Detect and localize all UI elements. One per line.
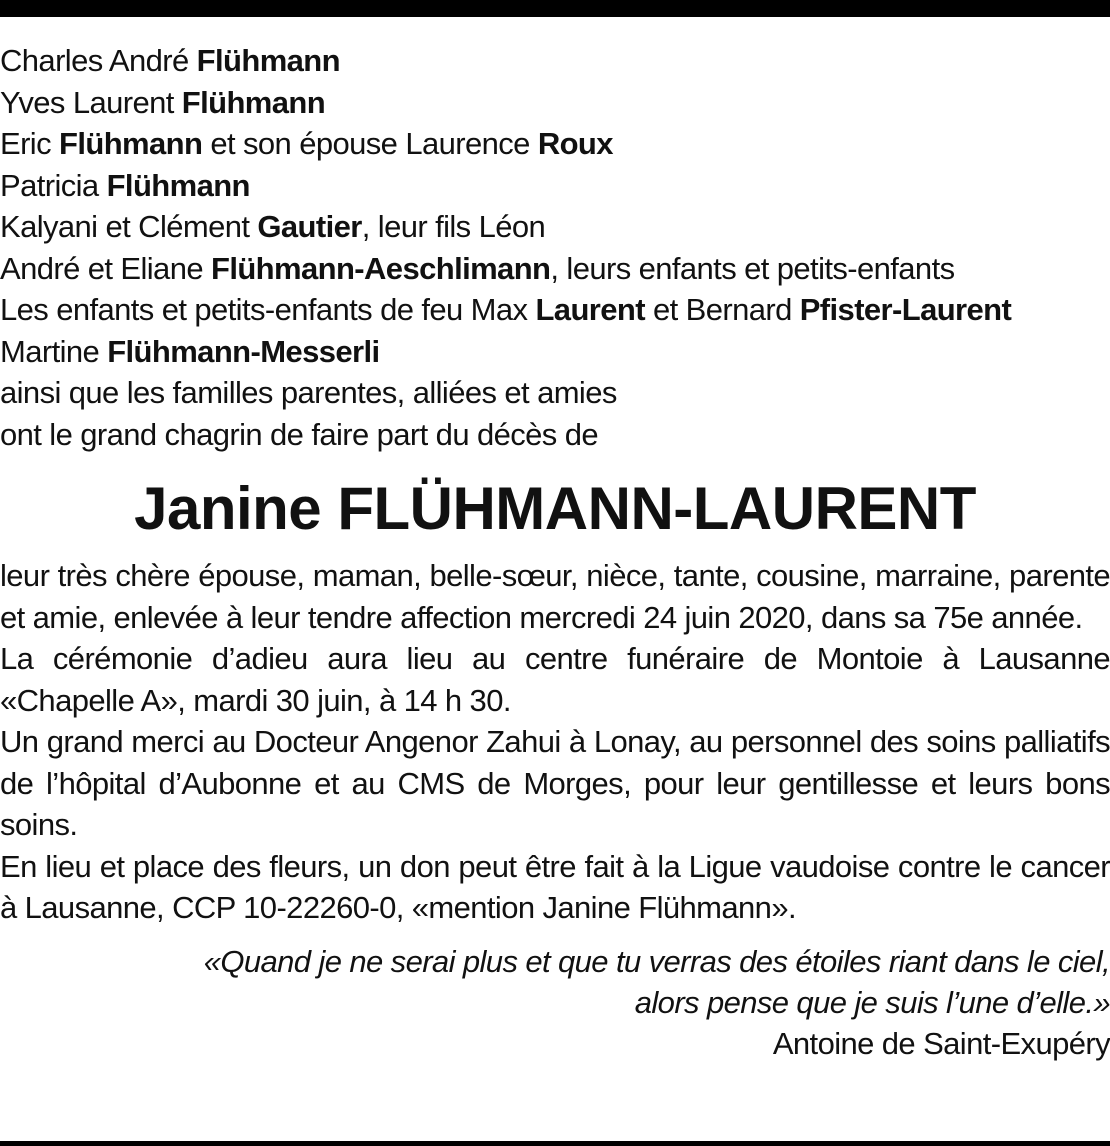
family-text: Patricia [0, 167, 107, 203]
family-text: Kalyani et Clément [0, 209, 258, 244]
obituary-notice [0, 40, 1110, 1064]
family-text: Les enfants et petits-enfants de feu Max [0, 292, 536, 327]
family-line [0, 248, 1110, 290]
family-text: et Bernard [644, 292, 800, 327]
family-text: Martine [0, 333, 108, 369]
family-text: et son épouse Laurence [202, 126, 538, 161]
family-surname: Flühmann [181, 84, 326, 120]
family-surname: Gautier [257, 209, 362, 244]
deceased-name: Janine FLÜHMANN-LAURENT [134, 475, 976, 542]
bottom-rule [0, 1141, 1110, 1146]
body-paragraph: En lieu et place des fleurs, un don peut être fait à la Ligue vaudoise contre le cancer à Lausanne, CCP 10-22260-0, «mention Janine Flühmann». [0, 848, 1110, 925]
family-surname: Flühmann-Aeschlimann [211, 250, 551, 286]
family-surname: Flühmann [59, 126, 203, 161]
family-line [0, 289, 1110, 331]
family-surname: Flühmann [106, 167, 250, 203]
family-text: Yves Laurent [0, 84, 182, 120]
family-line [0, 82, 1110, 124]
quote-line: «Quand je ne serai plus et que tu verras des étoiles riant dans le ciel, [203, 943, 1110, 979]
family-line [0, 331, 1110, 373]
intro-line: ainsi que les familles parentes, alliées et amies [0, 375, 617, 410]
quote-line: alors pense que je suis l’une d’elle.» [634, 984, 1110, 1020]
body-paragraph: La cérémonie d’adieu aura lieu au centre funéraire de Montoie à Lausanne «Chapelle A», mardi 30 juin, à 14 h 30. [0, 641, 1110, 718]
family-line [0, 40, 1110, 82]
family-line [0, 206, 1110, 248]
top-rule [0, 0, 1110, 17]
family-text: Charles André [0, 43, 197, 78]
family-surname: Flühmann [196, 43, 340, 78]
family-text: André et Eliane [0, 250, 211, 286]
family-surname: Laurent [535, 292, 645, 327]
family-surname: Roux [537, 126, 613, 161]
intro-line: ont le grand chagrin de faire part du décès de [0, 416, 598, 452]
family-line [0, 123, 1110, 165]
family-list [0, 40, 1110, 372]
family-surname: Pfister-Laurent [799, 292, 1012, 327]
family-text: Eric [0, 126, 60, 161]
body-paragraph: leur très chère épouse, maman, belle-sœur, nièce, tante, cousine, marraine, parente et amie, enlevée à leur tendre affection mercredi 24 juin 2020, dans sa 75e année. [0, 558, 1110, 635]
quote-author: Antoine de Saint-Exupéry [772, 1025, 1110, 1061]
body-paragraph: Un grand merci au Docteur Angenor Zahui à Lonay, au personnel des soins palliatifs de l’hôpital d’Aubonne et au CMS de Morges, pour leur gentillesse et leurs bons soins. [0, 724, 1110, 842]
family-text: , leur fils Léon [361, 209, 546, 244]
family-text: , leurs enfants et petits-enfants [550, 250, 955, 286]
family-surname: Flühmann-Messerli [107, 333, 380, 369]
family-line [0, 165, 1110, 207]
